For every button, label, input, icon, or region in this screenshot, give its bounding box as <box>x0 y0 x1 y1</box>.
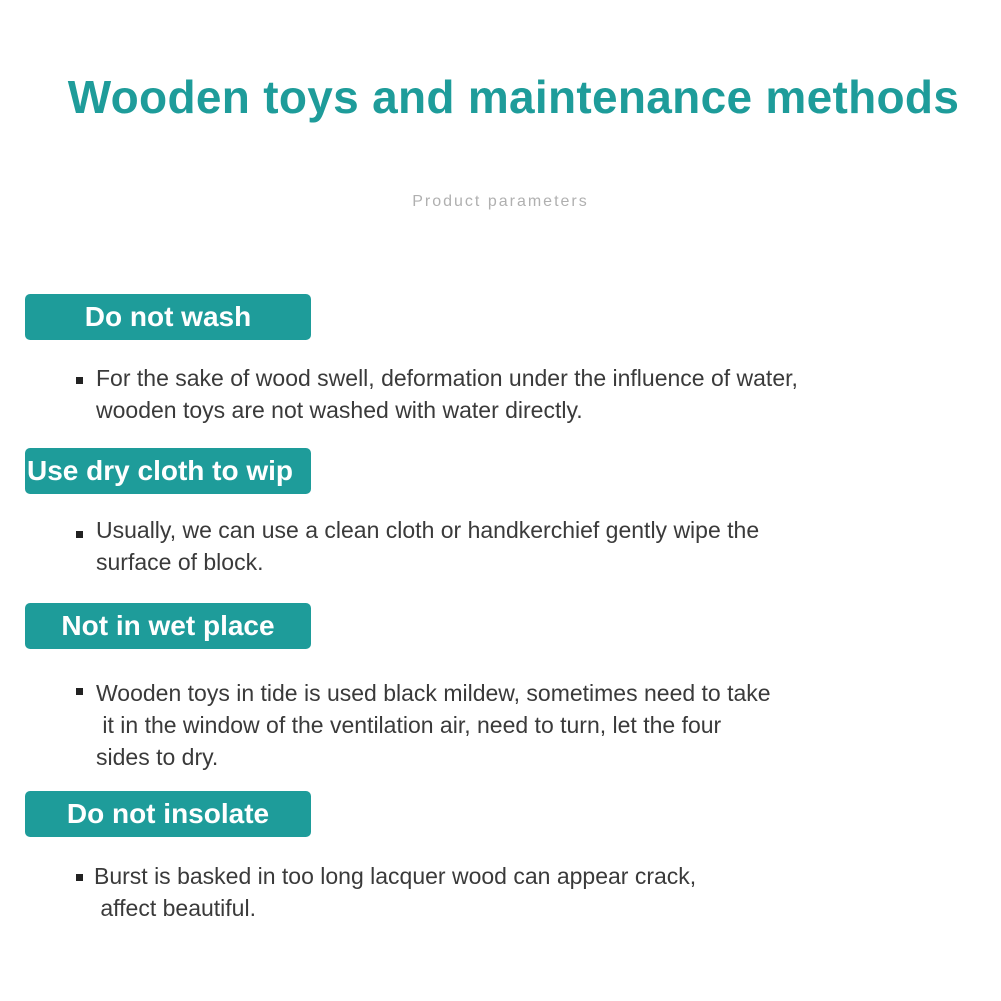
section-body-line: For the sake of wood swell, deformation under the influence of water, <box>96 365 798 391</box>
section-body-line: surface of block. <box>96 549 264 575</box>
section-body-do-not-insolate <box>76 860 696 924</box>
bullet-icon <box>76 874 83 881</box>
section-body-line: it in the window of the ventilation air, need to turn, let the four <box>96 712 722 738</box>
bullet-icon <box>76 531 83 538</box>
section-body-line: affect beautiful. <box>94 895 256 921</box>
section-heading-do-not-wash: Do not wash <box>25 294 311 340</box>
section-heading-use-dry-cloth: Use dry cloth to wip <box>25 448 311 494</box>
section-body-line: wooden toys are not washed with water directly. <box>96 397 583 423</box>
section-body-line: sides to dry. <box>96 744 219 770</box>
page-title: Wooden toys and maintenance methods <box>67 71 960 123</box>
section-heading-do-not-insolate: Do not insolate <box>25 791 311 837</box>
page-subtitle: Product parameters <box>412 193 589 210</box>
section-body-line: Usually, we can use a clean cloth or handkerchief gently wipe the <box>96 517 760 543</box>
section-body-not-in-wet-place <box>76 677 771 773</box>
section-body-use-dry-cloth <box>76 514 759 578</box>
section-heading-not-in-wet-place: Not in wet place <box>25 603 311 649</box>
bullet-icon <box>76 377 83 384</box>
section-body-do-not-wash <box>76 362 798 426</box>
section-body-line: Burst is basked in too long lacquer wood can appear crack, <box>94 863 697 889</box>
section-body-line: Wooden toys in tide is used black mildew, sometimes need to take <box>96 680 771 706</box>
bullet-icon <box>76 688 83 695</box>
